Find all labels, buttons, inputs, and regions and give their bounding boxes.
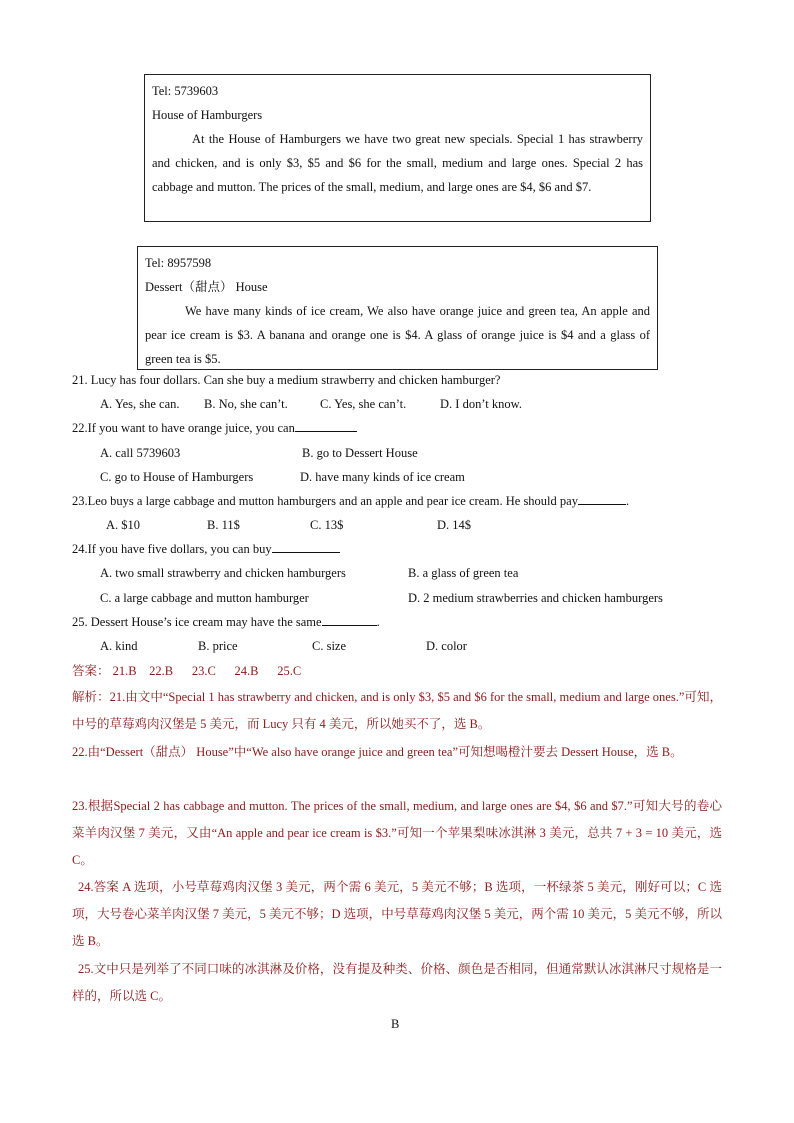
q21-option-b: B. No, she can’t.: [204, 397, 288, 411]
q22-option-a: A. call 5739603: [100, 446, 181, 460]
ad2-tel: Tel: 8957598: [145, 256, 212, 270]
answer-blank: [295, 418, 357, 432]
ad2-body: We have many kinds of ice cream, We also have orange juice and green tea, An apple and pear ice cream is $3. A banana and orange one is $4. A glass of orange juice is $4 and a glass of green tea is $5.: [145, 304, 650, 366]
q25-option-d: D. color: [426, 639, 467, 653]
q21-option-a: A. Yes, she can.: [100, 397, 180, 411]
analysis-23: 23.根据Special 2 has cabbage and mutton. The prices of the small, medium, and large ones are $4, $6 and $7.”可知大号的卷心菜羊肉汉堡 7 美元，又由“An apple and pear ice cream is $3.”可知一个苹果梨味冰淇淋 3 美元，总共 7 + 3 = 10 美元，选 C。: [72, 799, 722, 867]
q24-option-c: C. a large cabbage and mutton hamburger: [100, 591, 309, 605]
q23-option-b: B. 11$: [207, 518, 240, 532]
q25-stem: 25. Dessert House’s ice cream may have the same: [72, 615, 322, 629]
q21-stem: 21. Lucy has four dollars. Can she buy a medium strawberry and chicken hamburger?: [72, 373, 501, 387]
q22-stem: 22.If you want to have orange juice, you can: [72, 421, 295, 435]
analysis-22: 22.由“Dessert（甜点） House”中“We also have orange juice and green tea”可知想喝橙汁要去 Dessert House，选 B。: [72, 745, 683, 759]
q24-stem: 24.If you have five dollars, you can buy: [72, 542, 272, 556]
answer-item: 25.C: [277, 664, 302, 678]
answer-blank: [322, 612, 377, 626]
q25-row: [72, 612, 380, 632]
q22-option-c: C. go to House of Hamburgers: [100, 470, 254, 484]
answer-item: 24.B: [234, 664, 259, 678]
ad1-name: House of Hamburgers: [152, 108, 263, 122]
answer-item: 22.B: [149, 664, 174, 678]
q25-option-b: B. price: [198, 639, 238, 653]
q24-option-d: D. 2 medium strawberries and chicken hamburgers: [408, 591, 663, 605]
answer-blank: [272, 539, 340, 553]
ad1-tel: Tel: 5739603: [152, 84, 219, 98]
answer-item: 23.C: [191, 664, 216, 678]
q24-option-b: B. a glass of green tea: [408, 566, 519, 580]
q23-row: [72, 491, 629, 511]
answer-label: 答案：: [72, 664, 110, 678]
q25-option-a: A. kind: [100, 639, 138, 653]
ad1-body: At the House of Hamburgers we have two great new specials. Special 1 has strawberry and chicken, and is only $3, $5 and $6 for the small, medium and large ones. Special 2 has cabbage and mutton. The prices of the small, medium, and large ones are $4, $6 and $7.: [152, 132, 643, 194]
q21-option-d: D. I don’t know.: [440, 397, 522, 411]
q24-row: [72, 539, 340, 559]
q23-end: .: [625, 494, 630, 508]
q21-option-c: C. Yes, she can’t.: [320, 397, 407, 411]
analysis-21: 解析：21.由文中“Special 1 has strawberry and chicken, and is only $3, $5 and $6 for the small, medium and large ones.”可知，中号的草莓鸡肉汉堡是 5 美元，而 Lucy 只有 4 美元，所以她买不了，选 B。: [72, 690, 722, 731]
q23-option-a: A. $10: [106, 518, 141, 532]
q23-stem: 23.Leo buys a large cabbage and mutton hamburgers and an apple and pear ice cream. He should pay: [72, 494, 578, 508]
answer-item: 21.B: [112, 664, 137, 678]
answer-key: [72, 661, 301, 681]
q23-option-c: C. 13$: [310, 518, 344, 532]
q25-option-c: C. size: [312, 639, 347, 653]
analysis-25: 25.文中只是列举了不同口味的冰淇淋及价格，没有提及种类、价格、颜色是否相同，但通常默认冰淇淋尺寸规格是一样的，所以选 C。: [72, 962, 722, 1003]
analysis-24: 24.答案 A 选项，小号草莓鸡肉汉堡 3 美元，两个需 6 美元，5 美元不够；B 选项，一杯绿茶 5 美元，刚好可以；C 选项，大号卷心菜羊肉汉堡 7 美元，5 美元不够；D 选项，中号草莓鸡肉汉堡 5 美元，两个需 10 美元，5 美元不够，所以选 B。: [72, 880, 722, 948]
answer-blank: [578, 491, 626, 505]
ad-house-of-hamburgers: [144, 74, 651, 222]
page-footer-letter: B: [391, 1017, 400, 1031]
ad-dessert-house: [137, 246, 658, 370]
q25-end: .: [376, 615, 380, 629]
q22-option-b: B. go to Dessert House: [302, 446, 418, 460]
q23-option-d: D. 14$: [437, 518, 472, 532]
q22-row: [72, 418, 357, 438]
q24-option-a: A. two small strawberry and chicken hamburgers: [100, 566, 346, 580]
q22-option-d: D. have many kinds of ice cream: [300, 470, 465, 484]
ad2-name: Dessert（甜点） House: [145, 280, 268, 294]
